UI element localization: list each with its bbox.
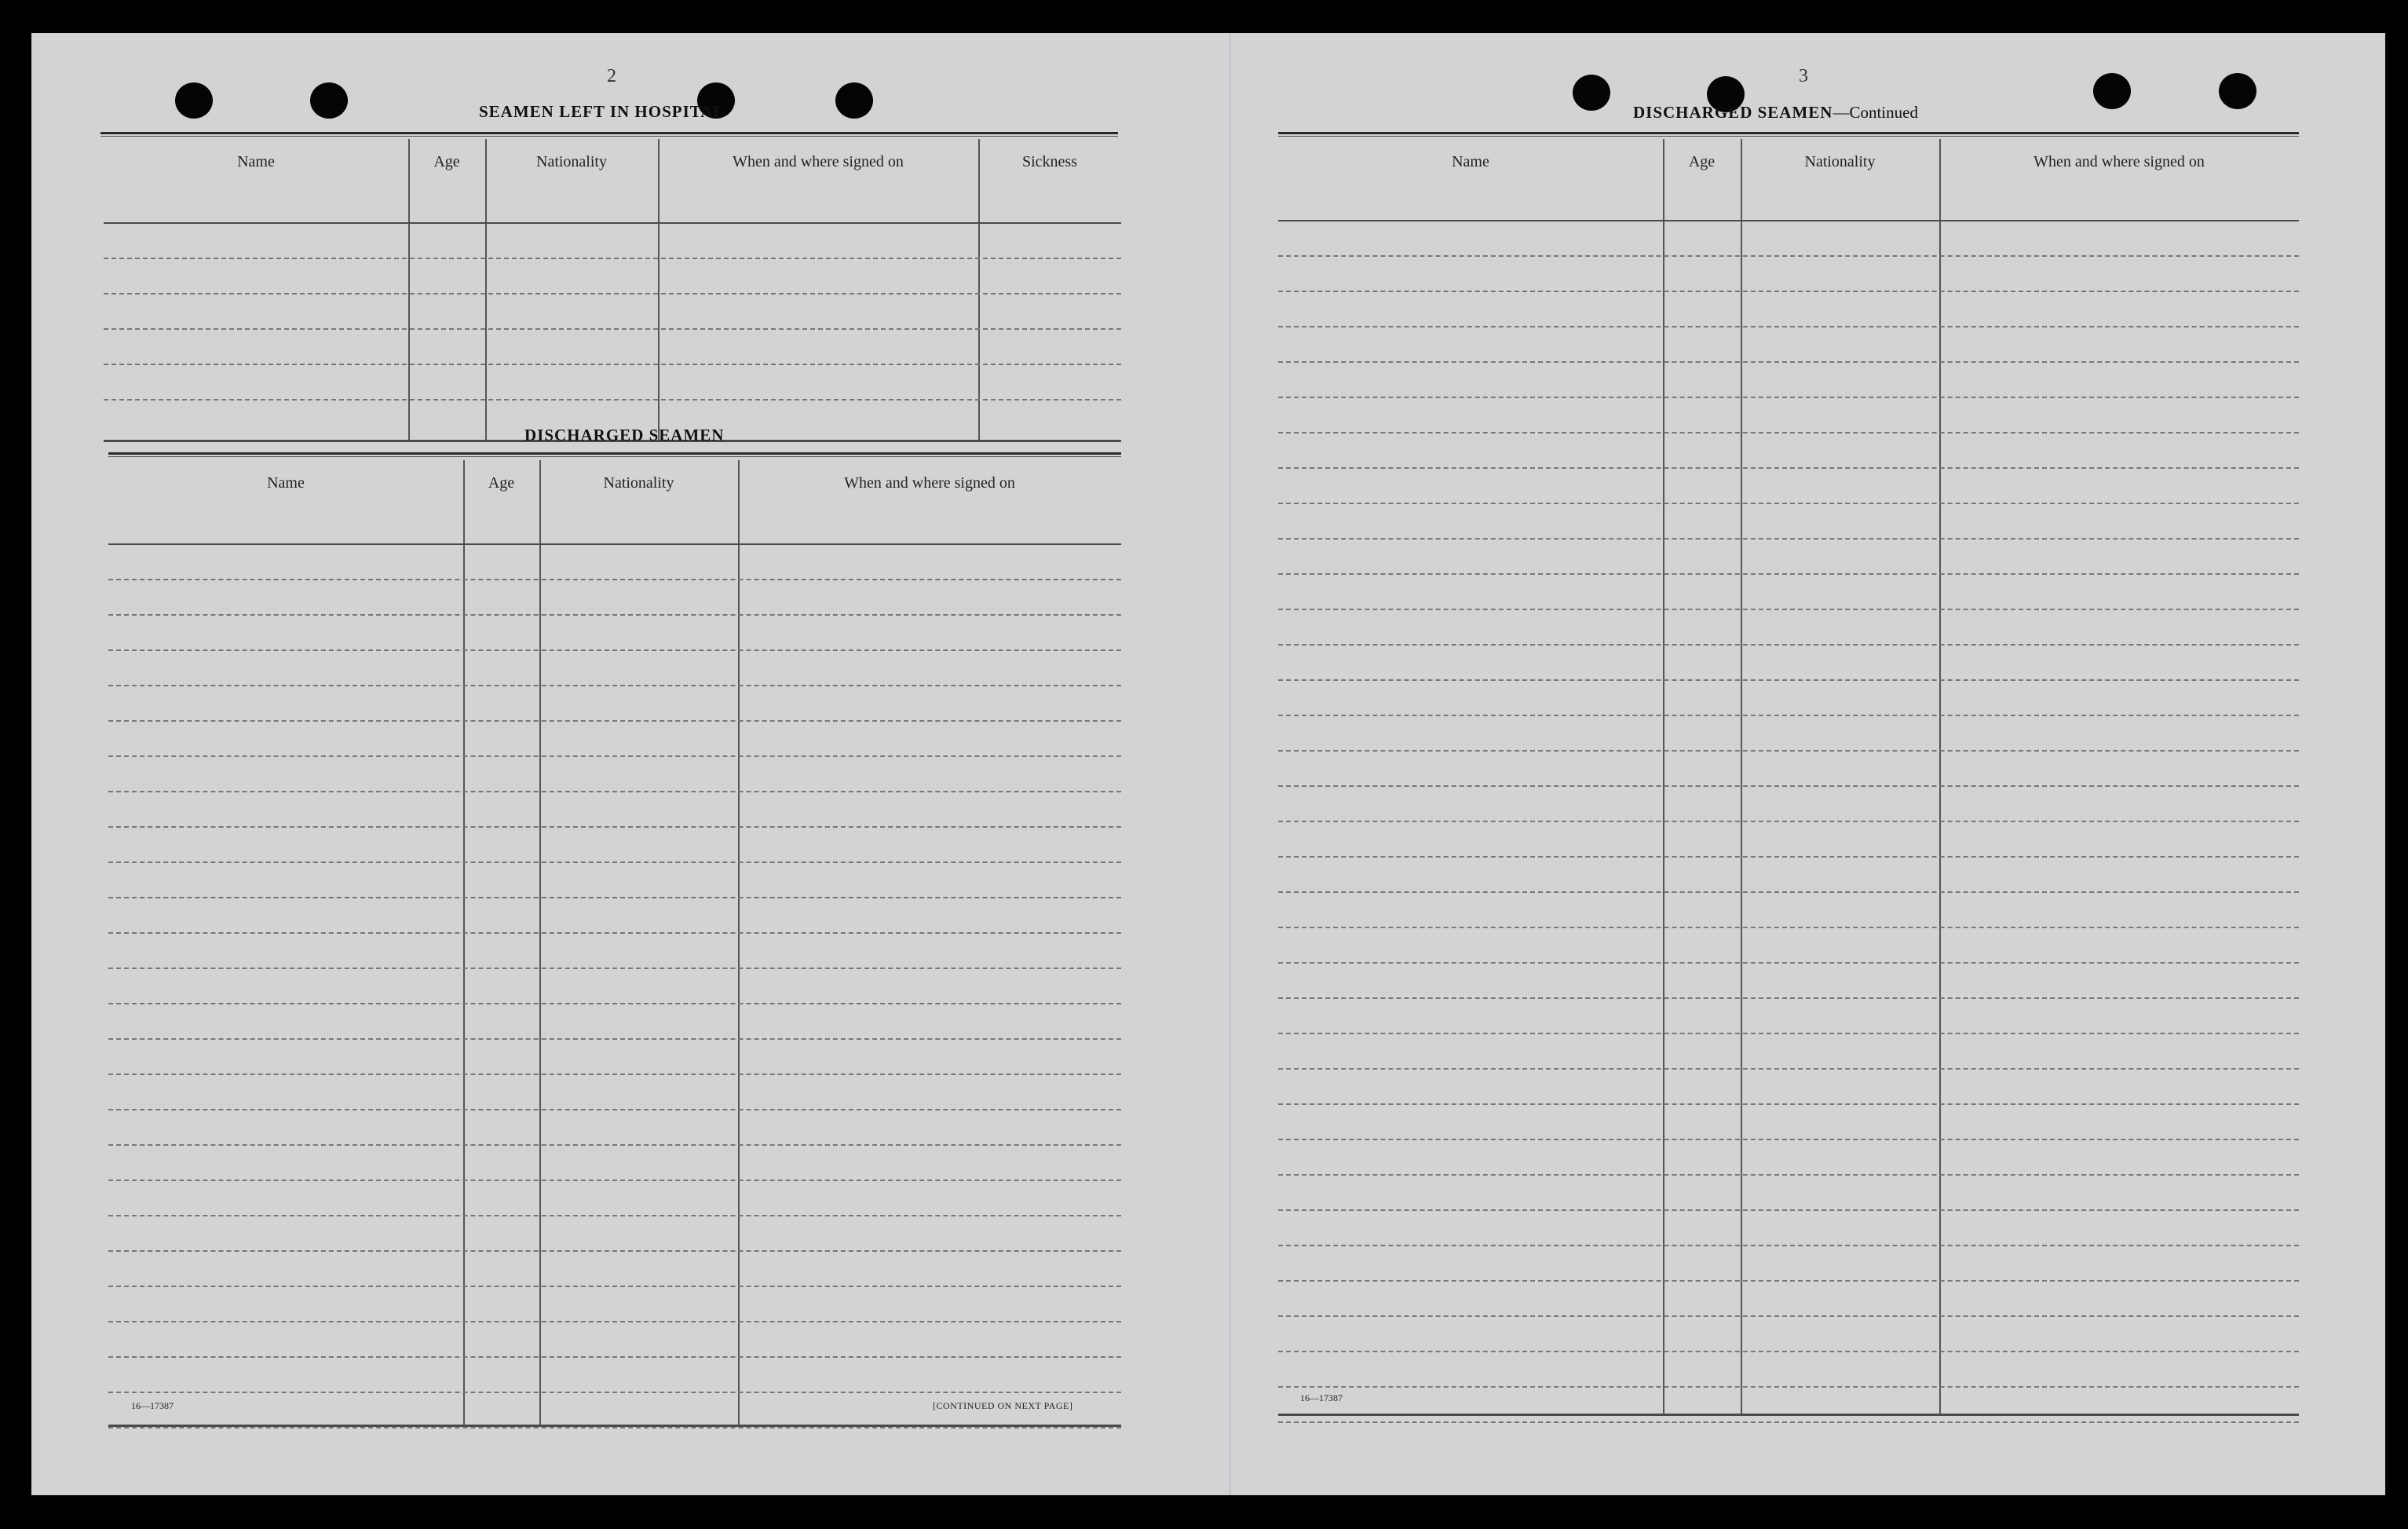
row-line bbox=[1278, 1280, 2299, 1282]
row-line bbox=[108, 1356, 1121, 1358]
row-line bbox=[1278, 1209, 2299, 1211]
row-line bbox=[104, 399, 1121, 401]
row-line bbox=[108, 1286, 1121, 1287]
row-line bbox=[1278, 715, 2299, 716]
row-line bbox=[108, 649, 1121, 651]
row-line bbox=[1278, 997, 2299, 999]
discharged-section-title: DISCHARGED SEAMEN bbox=[524, 426, 725, 444]
row-line bbox=[1278, 291, 2299, 292]
row-line bbox=[108, 1038, 1121, 1040]
row-line bbox=[1278, 785, 2299, 787]
hospital-table bbox=[104, 139, 1121, 441]
right-top-rule bbox=[1278, 132, 2299, 137]
punch-hole bbox=[835, 82, 873, 119]
form-code-right: 16—17387 bbox=[1300, 1392, 1343, 1403]
row-line bbox=[1278, 609, 2299, 610]
column-header: Nationality bbox=[536, 153, 607, 170]
row-line bbox=[108, 1074, 1121, 1075]
hospital-top-rule bbox=[100, 132, 1118, 137]
row-line bbox=[1278, 361, 2299, 363]
column-divider bbox=[1663, 139, 1664, 1415]
table-bottom-rule bbox=[108, 1425, 1121, 1427]
row-line bbox=[108, 1215, 1121, 1216]
row-line bbox=[108, 861, 1121, 863]
column-divider bbox=[539, 460, 541, 1426]
page-number-left: 2 bbox=[607, 66, 616, 86]
row-line bbox=[1278, 326, 2299, 327]
header-underline bbox=[1278, 220, 2299, 221]
continued-note: [CONTINUED ON NEXT PAGE] bbox=[933, 1400, 1073, 1411]
row-line bbox=[1278, 856, 2299, 858]
discharged-continued-suffix: —Continued bbox=[1832, 103, 1918, 122]
row-line bbox=[108, 1109, 1121, 1110]
column-divider bbox=[738, 460, 740, 1426]
column-header: When and where signed on bbox=[844, 474, 1015, 492]
row-line bbox=[1278, 1103, 2299, 1105]
punch-hole bbox=[2093, 73, 2131, 109]
column-header: Nationality bbox=[603, 474, 674, 492]
row-line bbox=[108, 791, 1121, 792]
row-line bbox=[1278, 1421, 2299, 1423]
row-line bbox=[108, 755, 1121, 757]
row-line bbox=[1278, 1174, 2299, 1176]
row-line bbox=[108, 1321, 1121, 1322]
row-line bbox=[108, 1144, 1121, 1146]
punch-hole bbox=[2219, 73, 2256, 109]
column-header: Name bbox=[267, 474, 305, 492]
hospital-section-title: SEAMEN LEFT IN HOSPITAL bbox=[479, 102, 725, 121]
row-line bbox=[104, 258, 1121, 259]
row-line bbox=[1278, 891, 2299, 893]
column-divider bbox=[658, 139, 660, 441]
column-header: Name bbox=[237, 153, 275, 170]
table-bottom-rule bbox=[1278, 1414, 2299, 1416]
row-line bbox=[1278, 1315, 2299, 1317]
column-header: Name bbox=[1452, 153, 1489, 170]
column-divider bbox=[1741, 139, 1742, 1415]
row-line bbox=[1278, 538, 2299, 540]
row-line bbox=[108, 579, 1121, 580]
discharged-continued-title-text: DISCHARGED SEAMEN bbox=[1633, 103, 1833, 122]
row-line bbox=[108, 685, 1121, 686]
column-header: Age bbox=[433, 153, 460, 170]
header-underline bbox=[104, 222, 1121, 224]
column-header: When and where signed on bbox=[2033, 153, 2205, 170]
row-line bbox=[1278, 927, 2299, 928]
row-line bbox=[1278, 255, 2299, 257]
column-header: When and where signed on bbox=[733, 153, 904, 170]
row-line bbox=[104, 293, 1121, 294]
row-line bbox=[1278, 467, 2299, 469]
row-line bbox=[1278, 503, 2299, 504]
manifest-sheet bbox=[31, 33, 2385, 1495]
row-line bbox=[108, 897, 1121, 898]
row-line bbox=[1278, 1245, 2299, 1246]
discharged-top-rule bbox=[108, 452, 1121, 457]
discharged-continued-title bbox=[1633, 103, 1918, 123]
row-line bbox=[1278, 821, 2299, 822]
row-line bbox=[108, 968, 1121, 969]
row-line bbox=[104, 364, 1121, 365]
column-header: Sickness bbox=[1022, 153, 1077, 170]
punch-hole bbox=[175, 82, 213, 119]
column-divider bbox=[1939, 139, 1941, 1415]
row-line bbox=[104, 328, 1121, 330]
column-header: Nationality bbox=[1804, 153, 1876, 170]
row-line bbox=[1278, 1068, 2299, 1070]
row-line bbox=[108, 1392, 1121, 1393]
row-line bbox=[108, 932, 1121, 934]
row-line bbox=[1278, 750, 2299, 752]
row-line bbox=[1278, 1386, 2299, 1388]
column-header: Age bbox=[488, 474, 515, 492]
row-line bbox=[1278, 1033, 2299, 1034]
row-line bbox=[108, 1003, 1121, 1004]
punch-hole bbox=[310, 82, 348, 119]
column-divider bbox=[408, 139, 410, 441]
page-number-right: 3 bbox=[1799, 66, 1808, 86]
punch-hole bbox=[1573, 75, 1610, 111]
form-code-left: 16—17387 bbox=[131, 1400, 174, 1411]
column-header: Age bbox=[1688, 153, 1716, 170]
row-line bbox=[108, 1250, 1121, 1252]
row-line bbox=[1278, 432, 2299, 433]
row-line bbox=[1278, 397, 2299, 398]
row-line bbox=[1278, 679, 2299, 681]
row-line bbox=[108, 826, 1121, 828]
column-divider bbox=[978, 139, 980, 441]
column-divider bbox=[463, 460, 465, 1426]
discharged-continued-table bbox=[1278, 139, 2299, 1415]
row-line bbox=[1278, 573, 2299, 575]
row-line bbox=[1278, 1351, 2299, 1352]
column-divider bbox=[485, 139, 487, 441]
discharged-table bbox=[108, 460, 1121, 1426]
row-line bbox=[108, 614, 1121, 616]
row-line bbox=[108, 1180, 1121, 1181]
page-fold bbox=[1230, 33, 1231, 1495]
header-underline bbox=[108, 543, 1121, 545]
row-line bbox=[108, 720, 1121, 722]
row-line bbox=[1278, 962, 2299, 964]
row-line bbox=[108, 1427, 1121, 1428]
row-line bbox=[1278, 1139, 2299, 1140]
row-line bbox=[1278, 644, 2299, 646]
